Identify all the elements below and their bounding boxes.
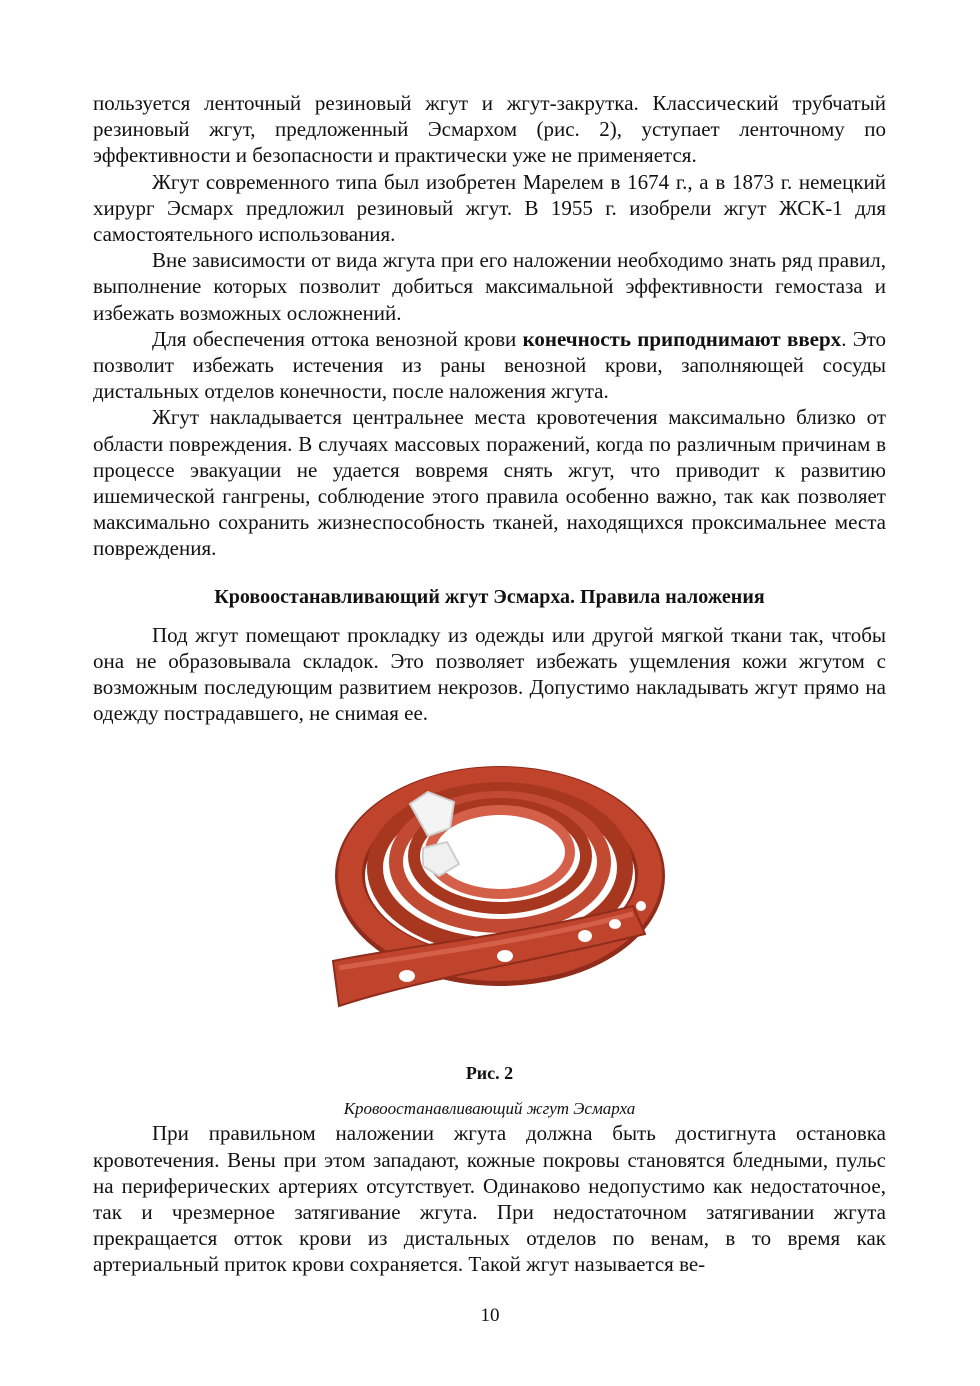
paragraph-3: Вне зависимости от вида жгута при его наложении необходимо знать ряд правил, выполнение которых позволит добиться максимальной эффективности гемостаза и избежать возможных осложнений. bbox=[93, 248, 886, 325]
document-page bbox=[93, 90, 886, 1278]
figure-caption: Кровоостанавливающий жгут Эсмарха bbox=[343, 1099, 636, 1119]
paragraph-5: Жгут накладывается центральнее места кровотечения максимально близко от области повреждения. В случаях массовых поражений, когда по различным причинам в процессе эвакуации не удается вовремя снять жгут, что приводит к развитию ишемической гангрены, соблюдение этого правила особенно важно, так как позволяет максимально сохранить жизнеспособность тканей, находящихся проксимальнее места повреждения. bbox=[93, 405, 886, 561]
strap-hole bbox=[497, 950, 513, 962]
strap-hole bbox=[399, 970, 415, 982]
clip-lower bbox=[423, 842, 459, 876]
section-title: Кровоостанавливающий жгут Эсмарха. Правила наложения bbox=[214, 585, 765, 608]
figure bbox=[93, 756, 886, 1120]
strap-hole bbox=[578, 930, 592, 942]
paragraph-7: При правильном наложении жгута должна быть достигнута остановка кровотечения. Вены при этом западают, кожные покровы становятся бледными, пульс на периферических артериях отсутствует. Одинаково недопустимо как недостаточное, так и чрезмерное затягивание жгута. При недостаточном затягивании жгута прекращается отток крови из дистальных отделов по венам, в то время как артериальный приток крови сохраняется. Такой жгут называется ве- bbox=[93, 1121, 886, 1277]
paragraph-6: Под жгут помещают прокладку из одежды или другой мягкой ткани так, чтобы она не образовывала складок. Это позволяет избежать ущемления кожи жгутом с возможным последующим развитием некрозов. Допустимо накладывать жгут прямо на одежду пострадавшего, не снимая ее. bbox=[93, 622, 886, 726]
paragraph-4 bbox=[93, 326, 886, 405]
paragraph-1: пользуется ленточный резиновый жгут и жгут-закрутка. Классический трубчатый резиновый жгут, предложенный Эсмархом (рис. 2), уступает ленточному по эффективности и безопасности и практически уже не применяется. bbox=[93, 91, 886, 168]
paragraph-4-start: Для обеспечения оттока венозной крови bbox=[152, 326, 523, 351]
strap-hole bbox=[636, 901, 646, 911]
page-number: 10 bbox=[480, 1305, 500, 1326]
tourniquet-image bbox=[315, 756, 665, 1046]
strap-hole bbox=[609, 919, 621, 929]
figure-label: Рис. 2 bbox=[465, 1063, 514, 1084]
paragraph-2: Жгут современного типа был изобретен Марелем в 1674 г., а в 1873 г. немецкий хирург Эсмарх предложил резиновый жгут. В 1955 г. изобрели жгут ЖСК-1 для самостоятельного использования. bbox=[93, 169, 886, 247]
paragraph-4-end: . Это позволит избежать истечения из раны венозной крови, заполняющей сосуды дистальных отделов конечности, после наложения жгута. bbox=[93, 326, 886, 404]
paragraph-4-bold: конечность приподнимают вверх bbox=[522, 326, 842, 351]
